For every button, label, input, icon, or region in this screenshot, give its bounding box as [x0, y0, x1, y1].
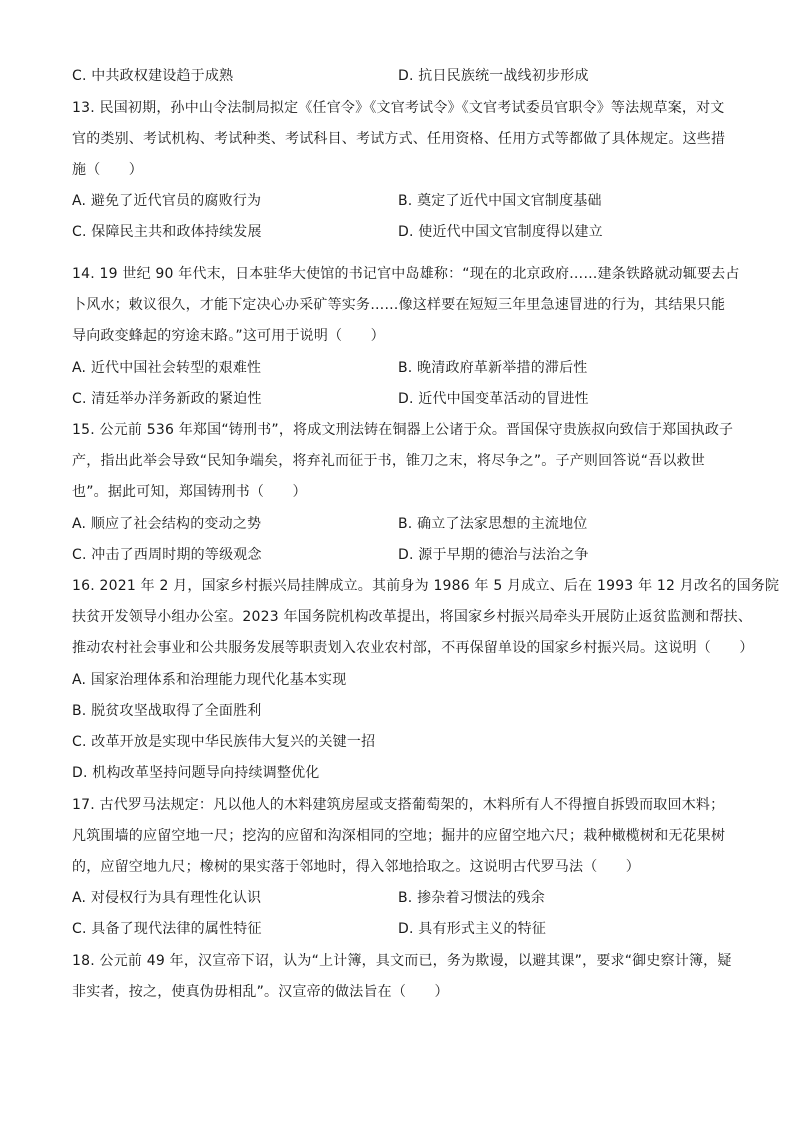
q17-option-c: C. 具备了现代法律的属性特征	[72, 921, 262, 937]
q15-option-b: B. 确立了法家思想的主流地位	[398, 516, 588, 532]
q14-stem-line-1: 14. 19 世纪 90 年代末，日本驻华大使馆的书记官中岛雄称：“现在的北京政府……建条铁路就动辄要去占	[72, 266, 740, 282]
q14-stem-line-2: 卜风水；敕议很久，才能下定决心办采矿等实务……像这样要在短短三年里急速冒进的行为，其结果只能	[72, 297, 726, 313]
q13-option-a: A. 避免了近代官员的腐败行为	[72, 193, 262, 209]
q18-stem-line-2: 非实者，按之，使真伪毋相乱”。汉宣帝的做法旨在（ ）	[72, 984, 449, 1000]
q17-stem-line-1: 17. 古代罗马法规定：凡以他人的木料建筑房屋或支搭葡萄架的，木料所有人不得擅自拆毁而取回木料；	[72, 797, 725, 813]
q14-option-a: A. 近代中国社会转型的艰难性	[72, 360, 262, 376]
q14-option-b: B. 晚清政府革新举措的滞后性	[398, 360, 588, 376]
q17-option-a: A. 对侵权行为具有理性化认识	[72, 890, 262, 906]
q13-stem-line-1: 13. 民国初期，孙中山令法制局拟定《任官令》《文官考试令》《文官考试委员官职令》等法规草案，对文	[72, 100, 725, 116]
q17-stem-line-3: 的，应留空地九尺；橡树的果实落于邻地时，得入邻地拾取之。这说明古代罗马法（ ）	[72, 859, 640, 875]
q17-option-d: D. 具有形式主义的特征	[398, 921, 547, 937]
q17-stem-line-2: 凡筑围墙的应留空地一尺；挖沟的应留和沟深相同的空地；掘井的应留空地六尺；栽种橄榄树和无花果树	[72, 828, 726, 844]
q14-option-c: C. 清廷举办洋务新政的紧迫性	[72, 391, 262, 407]
q16-stem-line-2: 扶贫开发领导小组办公室。2023 年国务院机构改革提出，将国家乡村振兴局牵头开展防止返贫监测和帮扶、	[72, 609, 753, 625]
q16-option-d: D. 机构改革坚持问题导向持续调整优化	[72, 765, 320, 781]
q15-option-a: A. 顺应了社会结构的变动之势	[72, 516, 262, 532]
q13-option-d: D. 使近代中国文官制度得以建立	[398, 224, 603, 240]
q17-option-b: B. 掺杂着习惯法的残余	[398, 890, 545, 906]
q14-stem-line-3: 导向政变蜂起的穷途末路。”这可用于说明（ ）	[72, 328, 385, 344]
q15-stem-line-3: 也”。据此可知，郑国铸刑书（ ）	[72, 484, 307, 500]
q14-option-d: D. 近代中国变革活动的冒进性	[398, 391, 589, 407]
q13-stem-line-3: 施（ ）	[72, 162, 143, 178]
q12-option-d: D. 抗日民族统一战线初步形成	[398, 68, 589, 84]
q18-stem-line-1: 18. 公元前 49 年，汉宣帝下诏，认为“上计簿，具文而已，务为欺谩，以避其课”，要求“御史察计簿，疑	[72, 953, 732, 969]
q13-option-c: C. 保障民主共和政体持续发展	[72, 224, 262, 240]
q16-option-a: A. 国家治理体系和治理能力现代化基本实现	[72, 672, 347, 688]
q15-option-c: C. 冲击了西周时期的等级观念	[72, 547, 262, 563]
q16-stem-line-1: 16. 2021 年 2 月，国家乡村振兴局挂牌成立。其前身为 1986 年 5 月成立、后在 1993 年 12 月改名的国务院	[72, 578, 780, 594]
q16-stem-line-3: 推动农村社会事业和公共服务发展等职责划入农业农村部，不再保留单设的国家乡村振兴局。这说明（ ）	[72, 640, 754, 656]
q16-option-b: B. 脱贫攻坚战取得了全面胜利	[72, 703, 262, 719]
q13-stem-line-2: 官的类别、考试机构、考试种类、考试科目、考试方式、任用资格、任用方式等都做了具体规定。这些措	[72, 131, 726, 147]
q13-option-b: B. 奠定了近代中国文官制度基础	[398, 193, 602, 209]
q15-stem-line-1: 15. 公元前 536 年郑国“铸刑书”，将成文刑法铸在铜器上公诸于众。晋国保守贵族叔向致信于郑国执政子	[72, 422, 734, 438]
q12-option-c: C. 中共政权建设趋于成熟	[72, 68, 234, 84]
q15-stem-line-2: 产，指出此举会导致“民知争端矣，将弃礼而征于书，锥刀之末，将尽争之”。子产则回答说“吾以救世	[72, 453, 705, 469]
q15-option-d: D. 源于早期的德治与法治之争	[398, 547, 589, 563]
q16-option-c: C. 改革开放是实现中华民族伟大复兴的关键一招	[72, 734, 376, 750]
